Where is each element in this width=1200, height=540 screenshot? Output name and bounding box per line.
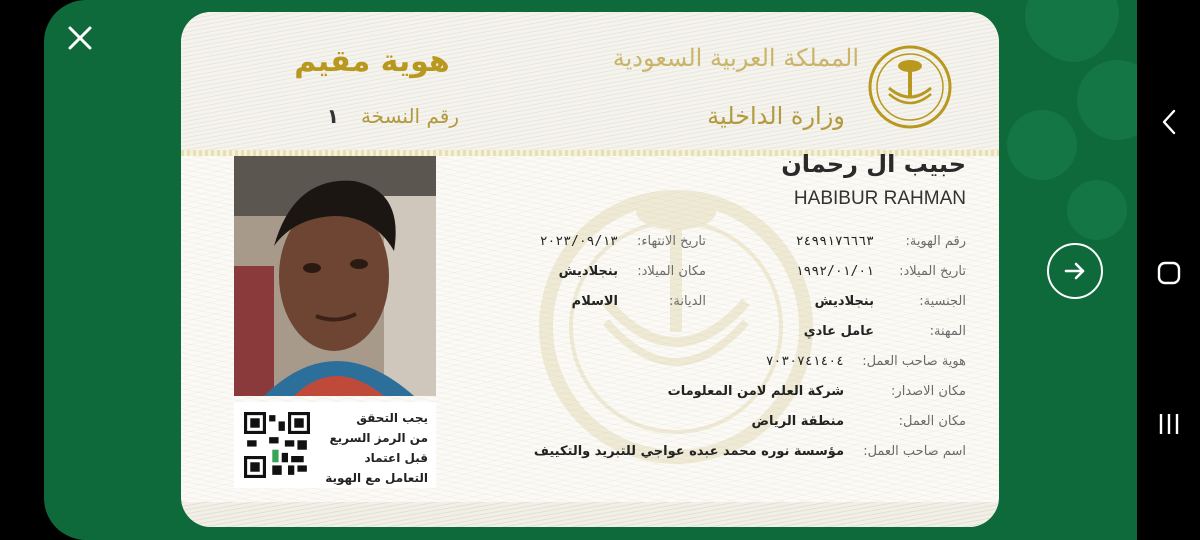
field-value: منطقة الرياض — [751, 413, 844, 429]
card-title: هوية مقيم — [294, 44, 450, 79]
field-value: عامل عادي — [803, 323, 874, 339]
iqama-card — [181, 12, 999, 527]
nav-home-button[interactable] — [1137, 243, 1200, 303]
field-value: ٢٠٢٣/٠٩/١٣ — [539, 233, 618, 249]
nav-recents-button[interactable] — [1137, 394, 1200, 454]
field-id-number — [741, 230, 966, 252]
field-label: مكان الميلاد: — [637, 263, 706, 279]
field-value: بنجلاديش — [558, 263, 618, 279]
portrait-illustration — [234, 156, 436, 396]
field-label: تاريخ الميلاد: — [899, 263, 966, 279]
field-label: رقم الهوية: — [905, 233, 966, 249]
field-value: ٧٠٣٠٧٤١٤٠٤ — [765, 353, 844, 369]
qr-line: من الرمز السريع — [329, 431, 428, 445]
field-label: اسم صاحب العمل: — [863, 443, 966, 459]
field-value: ١٩٩٢/٠١/٠١ — [795, 263, 874, 279]
kingdom-name: المملكة العربية السعودية — [612, 44, 859, 72]
copy-number-label: رقم النسخة — [360, 104, 459, 128]
arrow-right-icon — [1062, 258, 1088, 284]
ministry-emblem — [867, 44, 953, 130]
field-birth-date — [741, 260, 966, 282]
qr-panel — [234, 402, 436, 488]
field-label: الديانة: — [669, 293, 706, 309]
field-value: ٢٤٩٩١٧٦٦٦٣ — [795, 233, 874, 249]
nav-back-button[interactable] — [1137, 92, 1200, 152]
qr-line: يجب التحقق — [356, 411, 428, 425]
rounded-square-icon — [1156, 260, 1182, 286]
qr-instructions — [310, 408, 428, 488]
ministry-name: وزارة الداخلية — [707, 102, 845, 130]
field-value: مؤسسة نوره محمد عبده عواجي للتبريد والتكييف — [533, 443, 844, 459]
copy-number-value: ١ — [326, 104, 339, 128]
copy-number-row — [299, 104, 459, 128]
field-label: مكان الاصدار: — [891, 383, 966, 399]
field-value: بنجلاديش — [814, 293, 874, 309]
holder-name-english: HABIBUR RAHMAN — [793, 188, 966, 209]
field-value: الاسلام — [571, 293, 618, 309]
holder-photo — [234, 156, 436, 396]
field-label: مكان العمل: — [898, 413, 966, 429]
next-button[interactable] — [1047, 243, 1103, 299]
card-footer-band — [181, 502, 999, 527]
decor-shape — [993, 96, 1090, 193]
field-issue-place — [521, 380, 966, 402]
decor-shape — [1055, 168, 1137, 252]
field-work-place — [521, 410, 966, 432]
qr-line: قبل اعتماد — [364, 451, 428, 465]
field-label: الجنسية: — [919, 293, 966, 309]
field-religion — [501, 290, 706, 312]
field-nationality — [741, 290, 966, 312]
chevron-left-icon — [1159, 108, 1179, 136]
close-button[interactable] — [58, 16, 102, 60]
field-label: المهنة: — [929, 323, 966, 339]
field-employer-id — [521, 350, 966, 372]
qr-line: التعامل مع الهوية — [325, 471, 428, 485]
close-icon — [67, 25, 93, 51]
field-label: هوية صاحب العمل: — [862, 353, 966, 369]
holder-name-arabic: حبيب ال رحمان — [781, 150, 966, 178]
field-label: تاريخ الانتهاء: — [636, 233, 706, 249]
field-value: شركة العلم لامن المعلومات — [667, 383, 844, 399]
field-birth-place — [501, 260, 706, 282]
three-bars-icon — [1156, 411, 1182, 437]
qr-code[interactable] — [244, 412, 310, 478]
field-profession — [741, 320, 966, 342]
system-navigation-bar — [1137, 0, 1200, 540]
field-employer-name — [521, 440, 966, 462]
field-expiry-date — [501, 230, 706, 252]
